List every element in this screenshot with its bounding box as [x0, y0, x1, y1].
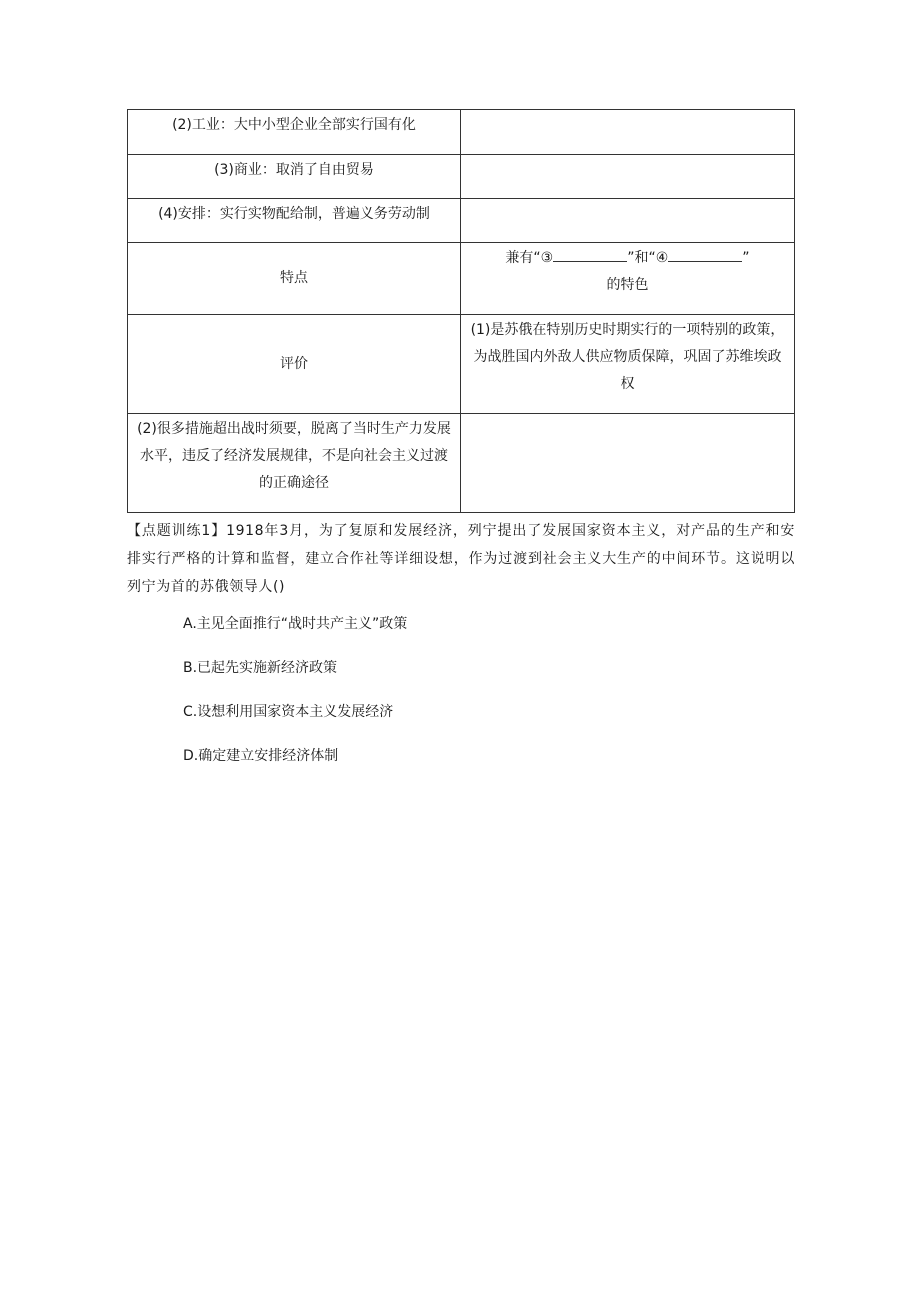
table-cell-empty — [460, 414, 794, 513]
answer-options — [183, 610, 407, 786]
fill-blank-4[interactable] — [668, 249, 742, 262]
feature-line-2: 的特色 — [606, 277, 649, 293]
table-cell-evaluation-positive: (1)是苏俄在特别历史时期实行的一项特别的政策，为战胜国内外敌人供应物质保障，巩固了苏维埃政权 — [460, 315, 794, 414]
table-cell-commerce: (3)商业：取消了自由贸易 — [128, 155, 461, 199]
fill-blank-3[interactable] — [553, 249, 627, 262]
feature-line-1: 兼有“③ ”和“④ ” — [505, 250, 750, 266]
table-cell-empty — [460, 110, 794, 155]
table-row — [128, 243, 795, 315]
table-row — [128, 315, 795, 414]
option-d[interactable]: D.确定建立安排经济体制 — [183, 748, 339, 764]
table-row — [128, 414, 795, 513]
table-row — [128, 110, 795, 155]
table-row — [128, 155, 795, 199]
option-c[interactable]: C.设想利用国家资本主义发展经济 — [183, 704, 394, 720]
option-b[interactable]: B.已起先实施新经济政策 — [183, 660, 338, 676]
option-a[interactable]: A.主见全面推行“战时共产主义”政策 — [183, 616, 408, 632]
table-cell-evaluation-label: 评价 — [128, 315, 461, 414]
table-cell-evaluation-negative: (2)很多措施超出战时须要，脱离了当时生产力发展水平，违反了经济发展规律，不是向社会主义过渡的正确途径 — [128, 414, 461, 513]
table-cell-industry: (2)工业：大中小型企业全部实行国有化 — [128, 110, 461, 155]
table-cell-empty — [460, 155, 794, 199]
policy-table — [127, 109, 795, 513]
table-cell-feature-label: 特点 — [128, 243, 461, 315]
table-row — [128, 199, 795, 243]
table-cell-distribution: (4)安排：实行实物配给制，普遍义务劳动制 — [128, 199, 461, 243]
table-cell-feature-value — [460, 243, 794, 315]
exercise-question: 【点题训练1】1918年3月，为了复原和发展经济，列宁提出了发展国家资本主义，对产品的生产和安排实行严格的计算和监督，建立合作社等详细设想，作为过渡到社会主义大生产的中间环节。这说明以列宁为首的苏俄领导人() — [127, 523, 795, 595]
table-cell-empty — [460, 199, 794, 243]
